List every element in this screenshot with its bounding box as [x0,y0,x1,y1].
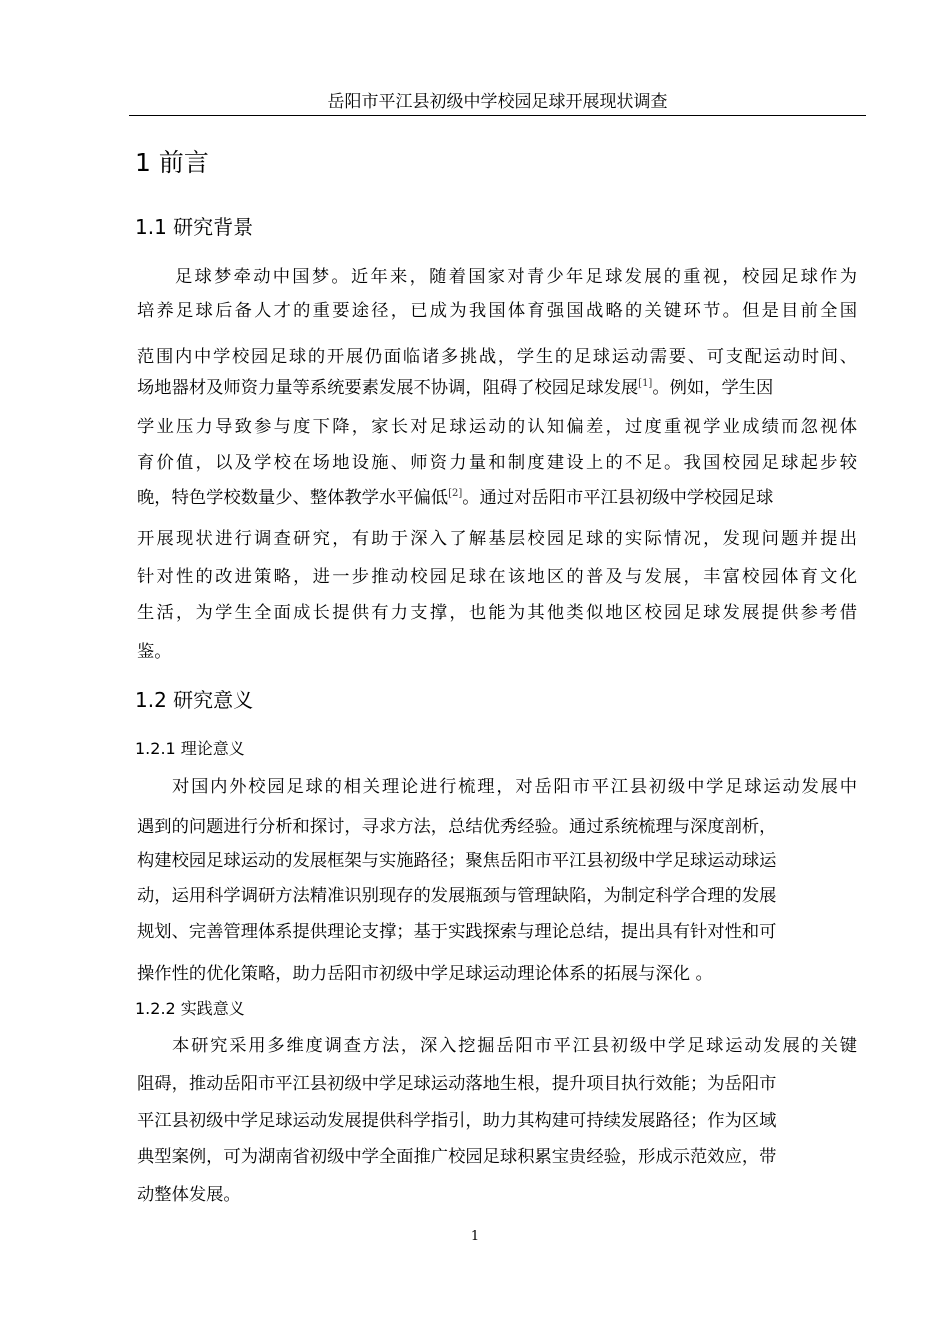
chapter-title: 1 前言 [135,148,209,177]
paragraph-line: 培养足球后备人才的重要途径，已成为我国体育强国战略的关键环节。但是目前全国 [137,301,857,321]
paragraph-text: 。例如，学生因 [652,378,774,398]
paragraph-text: 晚，特色学校数量少、整体教学水平偏低 [137,488,449,508]
paragraph-line: 操作性的优化策略，助力岳阳市初级中学足球运动理论体系的拓展与深化 。 [137,964,713,984]
paragraph-line [137,376,773,400]
paragraph-line: 典型案例，可为湖南省初级中学全面推广校园足球积累宝贵经验，形成示范效应，带 [137,1147,777,1167]
section-heading-1-2: 1.2 研究意义 [135,688,254,712]
header-rule [129,115,866,116]
paragraph-line: 生活，为学生全面成长提供有力支撑，也能为其他类似地区校园足球发展提供参考借 [137,603,857,623]
citation-ref-2[interactable]: [2] [448,488,463,499]
paragraph-line: 范围内中学校园足球的开展仍面临诸多挑战，学生的足球运动需要、可支配运动时间、 [137,347,857,367]
paragraph-line: 平江县初级中学足球运动发展提供科学指引，助力其构建可持续发展路径；作为区域 [137,1111,777,1131]
paragraph-line: 针对性的改进策略，进一步推动校园足球在该地区的普及与发展，丰富校园体育文化 [137,567,857,587]
paragraph-line: 动整体发展。 [137,1185,241,1205]
paragraph-line: 遇到的问题进行分析和探讨，寻求方法，总结优秀经验。通过系统梳理与深度剖析， [137,817,777,837]
subsection-heading-1-2-2: 1.2.2 实践意义 [135,999,245,1018]
subsection-heading-1-2-1: 1.2.1 理论意义 [135,739,245,758]
paragraph-line: 足球梦牵动中国梦。近年来，随着国家对青少年足球发展的重视，校园足球作为 [175,267,857,287]
paragraph-line: 鉴。 [137,642,172,662]
paragraph-line: 构建校园足球运动的发展框架与实施路径；聚焦岳阳市平江县初级中学足球运动球运 [137,851,777,871]
page-number: 1 [470,1229,480,1244]
paragraph-text: 场地器材及师资力量等系统要素发展不协调，阻碍了校园足球发展 [137,378,639,398]
running-header: 岳阳市平江县初级中学校园足球开展现状调查 [327,92,668,112]
paragraph-line: 学业压力导致参与度下降，家长对足球运动的认知偏差，过度重视学业成绩而忽视体 [137,417,857,437]
paragraph-line: 本研究采用多维度调查方法，深入挖掘岳阳市平江县初级中学足球运动发展的关键 [172,1036,857,1056]
paragraph-line: 动，运用科学调研方法精准识别现存的发展瓶颈与管理缺陷，为制定科学合理的发展 [137,886,777,906]
paragraph-line [137,486,773,510]
paragraph-text: 。通过对岳阳市平江县初级中学校园足球 [462,488,774,508]
paragraph-line: 对国内外校园足球的相关理论进行梳理，对岳阳市平江县初级中学足球运动发展中 [172,777,857,797]
paragraph-line: 阻碍，推动岳阳市平江县初级中学足球运动落地生根，提升项目执行效能；为岳阳市 [137,1074,777,1094]
section-heading-1-1: 1.1 研究背景 [135,215,254,239]
paragraph-line: 育价值，以及学校在场地设施、师资力量和制度建设上的不足。我国校园足球起步较 [137,453,857,473]
paragraph-line: 开展现状进行调查研究，有助于深入了解基层校园足球的实际情况，发现问题并提出 [137,529,857,549]
paragraph-line: 规划、完善管理体系提供理论支撑；基于实践探索与理论总结，提出具有针对性和可 [137,922,777,942]
citation-ref-1[interactable]: [1] [638,378,653,389]
